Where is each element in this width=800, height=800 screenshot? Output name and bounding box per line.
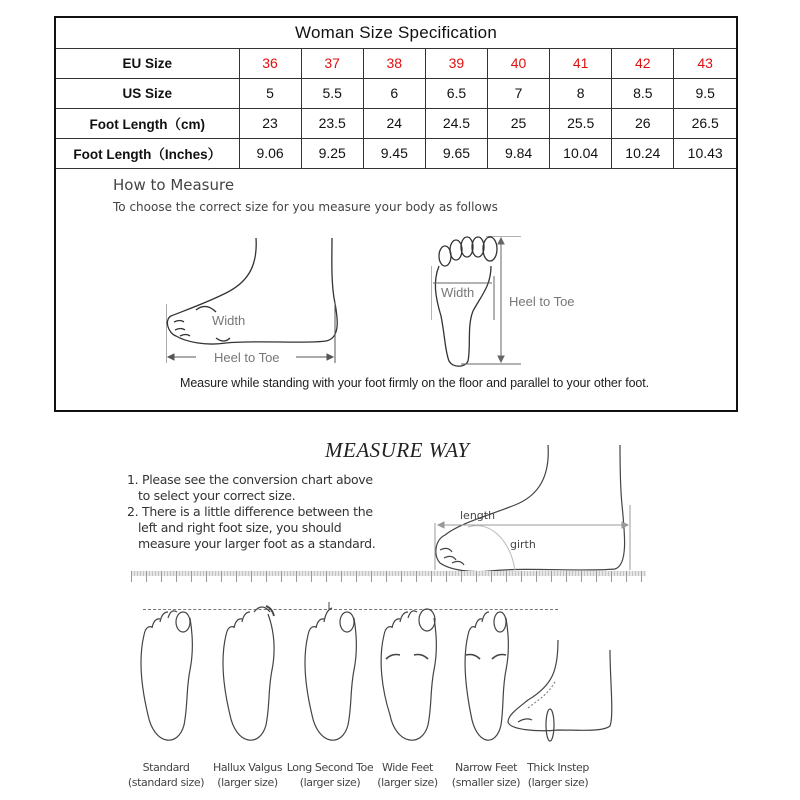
cell: 24.5 [425, 108, 487, 138]
foot-type-thick-instep [498, 600, 618, 795]
cell: 10.43 [674, 138, 736, 168]
cell: 39 [425, 48, 487, 78]
cell: 9.45 [363, 138, 425, 168]
cell: 9.06 [239, 138, 301, 168]
foot-standard-icon [136, 600, 196, 750]
foot-type-size-note: (standard size) [127, 776, 205, 789]
table-title: Woman Size Specification [56, 18, 736, 48]
cell: 42 [612, 48, 674, 78]
cell: 23.5 [301, 108, 363, 138]
table-row-us-size [56, 78, 736, 108]
foot-type-name: Narrow Feet [455, 761, 517, 774]
size-table [56, 18, 736, 169]
side-width-label: Width [212, 313, 246, 328]
side-heel-to-toe-label: Heel to Toe [214, 350, 280, 365]
row-label: Foot Length（cm) [56, 108, 239, 138]
length-label: length [460, 509, 496, 522]
foot-type-name: Standard [142, 761, 190, 774]
foot-type-size-note: (larger size) [377, 776, 438, 789]
cell: 26 [612, 108, 674, 138]
foot-type-name: Long Second Toe [286, 761, 374, 774]
cell: 6.5 [425, 78, 487, 108]
foot-type-name: Wide Feet [382, 761, 433, 774]
girth-label: girth [510, 538, 536, 551]
foot-wide-icon [378, 600, 438, 750]
cell: 25.5 [550, 108, 612, 138]
foot-type-size-note: (larger size) [527, 776, 589, 789]
foot-type-long-second-toe [285, 600, 375, 795]
foot-type-size-note: (smaller size) [451, 776, 521, 789]
table-row-foot-length-cm [56, 108, 736, 138]
ruler-icon [131, 571, 646, 583]
cell: 10.04 [550, 138, 612, 168]
cell: 8.5 [612, 78, 674, 108]
cell: 23 [239, 108, 301, 138]
sole-width-label: Width [441, 285, 475, 300]
measure-instructions [127, 472, 387, 552]
cell: 24 [363, 108, 425, 138]
how-to-measure-title: How to Measure [113, 176, 235, 194]
cell: 25 [488, 108, 550, 138]
cell: 26.5 [674, 108, 736, 138]
cell: 5 [239, 78, 301, 108]
foot-type-size-note: (larger size) [299, 776, 361, 789]
row-label: EU Size [56, 48, 239, 78]
foot-sole-view-icon [431, 236, 671, 371]
instruction-item: 2. There is a little difference between the left and right foot size, you should measure your larger foot as a standard. [127, 504, 376, 551]
foot-type-name: Thick Instep [527, 761, 589, 774]
cell: 9.84 [488, 138, 550, 168]
foot-type-name: Hallux Valgus [212, 761, 283, 774]
measure-way-title: MEASURE WAY [325, 438, 470, 462]
sole-heel-to-toe-label: Heel to Toe [509, 294, 575, 309]
instruction-item: 1. Please see the conversion chart above to select your correct size. [127, 472, 373, 503]
foot-type-hallux-valgus [205, 600, 290, 795]
cell: 36 [239, 48, 301, 78]
table-row-eu-size [56, 48, 736, 78]
table-row-foot-length-inches [56, 138, 736, 168]
cell: 37 [301, 48, 363, 78]
foot-types-row [120, 600, 680, 795]
cell: 41 [550, 48, 612, 78]
how-to-measure-section [56, 170, 736, 410]
row-label: Foot Length（Inches） [56, 138, 239, 168]
size-specification-box [54, 16, 738, 412]
foot-long-second-toe-icon [300, 600, 360, 750]
cell: 40 [488, 48, 550, 78]
cell: 10.24 [612, 138, 674, 168]
cell: 7 [488, 78, 550, 108]
row-label: US Size [56, 78, 239, 108]
cell: 8 [550, 78, 612, 108]
cell: 6 [363, 78, 425, 108]
cell: 5.5 [301, 78, 363, 108]
foot-type-wide-feet [365, 600, 450, 795]
foot-side-view-icon [166, 238, 406, 368]
cell: 43 [674, 48, 736, 78]
cell: 9.25 [301, 138, 363, 168]
cell: 9.5 [674, 78, 736, 108]
foot-hallux-valgus-icon [218, 600, 278, 750]
foot-thick-instep-icon [498, 600, 618, 750]
foot-length-girth-icon [430, 445, 650, 575]
measure-note: Measure while standing with your foot firmly on the floor and parallel to your other foot. [180, 376, 650, 390]
foot-type-size-note: (larger size) [217, 776, 278, 789]
foot-type-standard [120, 600, 212, 795]
how-to-measure-subtitle: To choose the correct size for you measure your body as follows [113, 200, 498, 214]
cell: 9.65 [425, 138, 487, 168]
cell: 38 [363, 48, 425, 78]
